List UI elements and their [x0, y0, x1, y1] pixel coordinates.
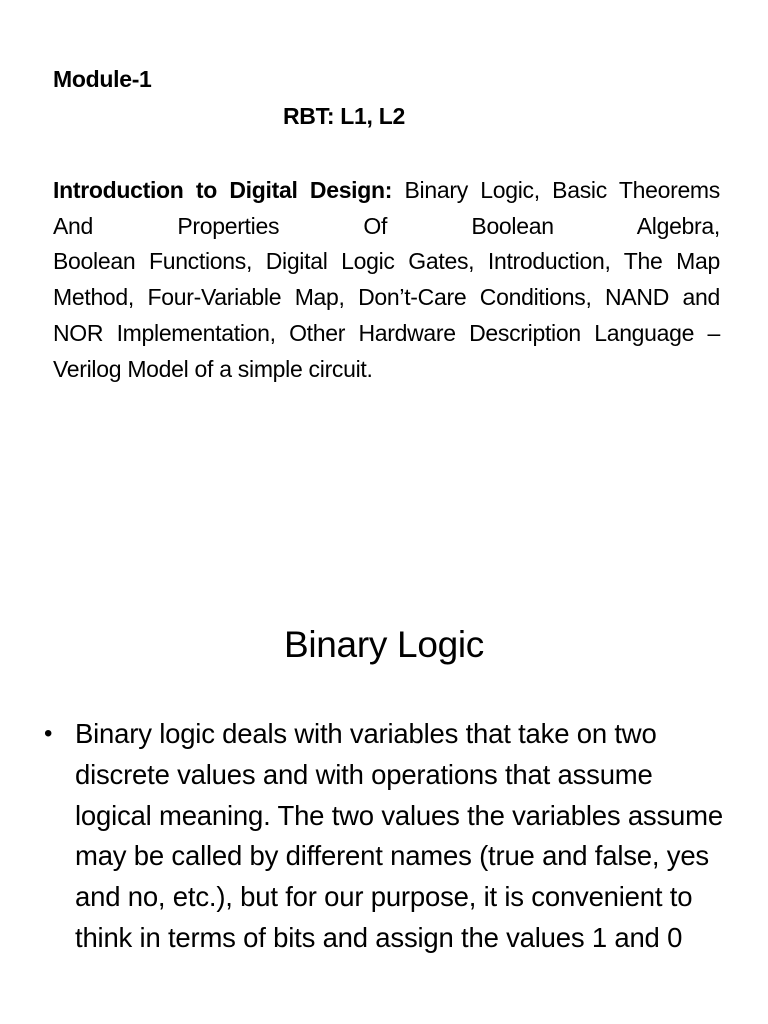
bullet-icon: •: [44, 720, 53, 747]
bullet-text: Binary logic deals with variables that take on two discrete values and with operations that assume logical meaning. The two values the variables assume may be called by different names (true and false, yes and no, etc.), but for our purpose, it is convenient to think in terms of bits and assign the values 1 and 0: [75, 718, 723, 953]
slide-heading: Binary Logic: [283, 624, 484, 665]
slide-binary-logic: [0, 600, 768, 1024]
module-title: Module-1: [53, 66, 152, 92]
rbt-level-label: RBT: L1, L2: [283, 103, 405, 129]
syllabus-lead-heading: Introduction to Digital Design:: [53, 177, 393, 203]
bullet-item: [44, 714, 724, 959]
syllabus-topics-first: Binary Logic, Basic Theorems And Properties Of Boolean Algebra,: [53, 177, 720, 239]
bullet-list: [44, 714, 724, 959]
syllabus-paragraph-2: Boolean Functions, Digital Logic Gates, Introduction, The Map Method, Four-Variable Map, Don’t-Care Conditions, NAND and NOR Implementation, Other Hardware Description Language – Verilog Model of a simple circuit.: [53, 248, 720, 382]
syllabus-paragraph-1: [53, 173, 720, 244]
syllabus-description: [53, 173, 720, 387]
